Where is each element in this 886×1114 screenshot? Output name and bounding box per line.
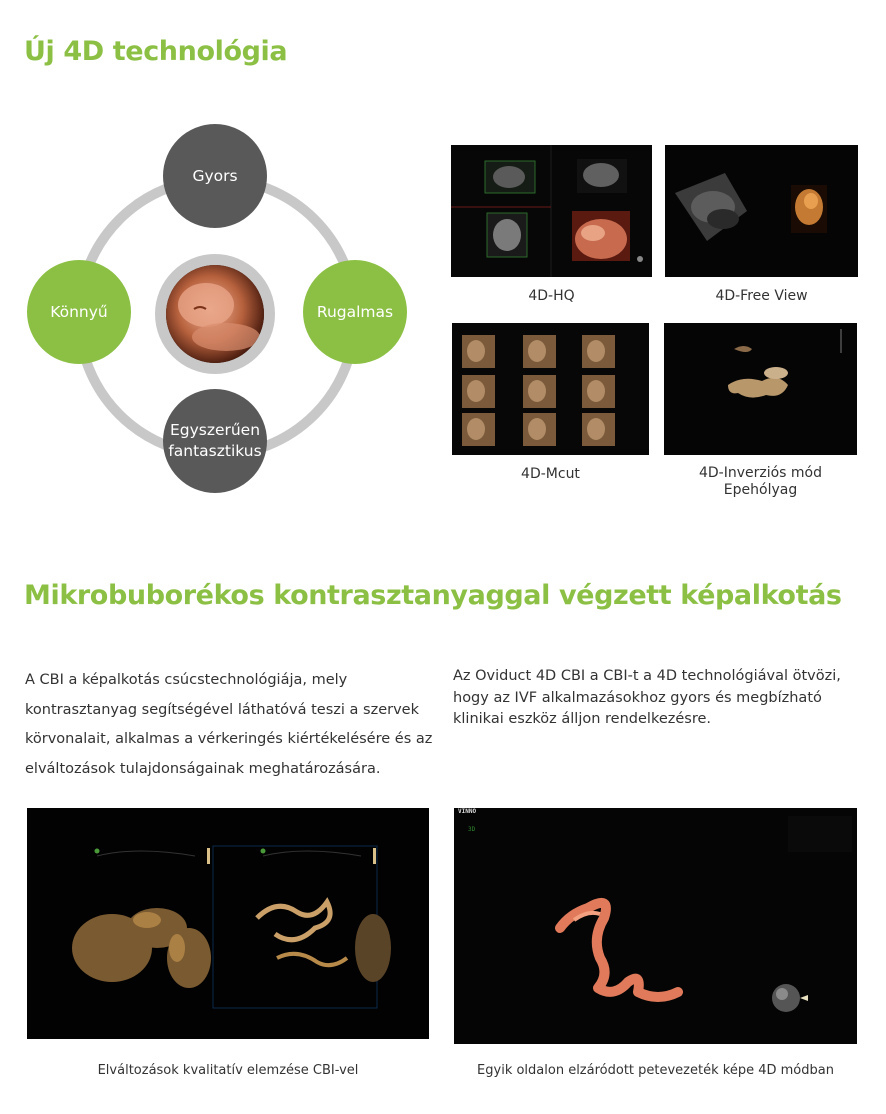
image-4d-mcut	[452, 323, 649, 455]
caption-4d-inversion-line1: 4D-Inverziós mód	[698, 465, 823, 481]
paragraph-line: elváltozások tulajdonságainak meghatározására.	[25, 760, 381, 777]
paragraph-cbi-description	[25, 666, 432, 784]
paragraph-line: A CBI a képalkotás csúcstechnológiája, mely	[25, 672, 348, 688]
caption-4d-hq: 4D-HQ	[528, 288, 575, 304]
paragraph-line: körvonalait, alkalmas a vérkeringés kiértékelésére és az	[25, 731, 433, 747]
paragraph-oviduct-description	[453, 666, 841, 731]
diagram-node-top-label: Gyors	[192, 166, 238, 185]
section-title-4d: Új 4D technológia	[24, 36, 288, 67]
diagram-center-fetus-image	[166, 265, 264, 363]
caption-4d-inversion	[664, 465, 857, 499]
vinno-logo: VINNO	[458, 808, 477, 815]
paragraph-line: hogy az IVF alkalmazásokhoz gyors és megbízható	[453, 689, 822, 706]
image-oviduct-4d	[454, 808, 857, 1044]
paragraph-line: klinikai eszköz álljon rendelkezésre.	[453, 711, 712, 727]
image-4d-hq	[451, 145, 652, 277]
diagram-node-bottom-line2: fantasztikus	[168, 442, 262, 460]
paragraph-line: Az Oviduct 4D CBI a CBI-t a 4D technológiával ötvözi,	[453, 668, 841, 684]
diagram-node-right-label: Rugalmas	[316, 302, 394, 321]
caption-4d-mcut: 4D-Mcut	[521, 466, 580, 482]
paragraph-line: kontrasztanyag segítségével láthatóvá teszi a szervek	[25, 701, 419, 718]
mode-label-3d: 3D	[468, 826, 476, 833]
diagram-node-bottom	[163, 389, 267, 493]
diagram-node-bottom-label	[168, 420, 261, 462]
diagram-node-bottom-line1: Egyszerűen	[169, 421, 261, 439]
image-4d-inversion-gallbladder	[664, 323, 857, 455]
diagram-node-left-label: Könnyű	[50, 302, 108, 321]
section-title-cbi: Mikrobuborékos kontrasztanyaggal végzett képalkotás	[24, 580, 842, 611]
image-cbi-lesion-analysis	[27, 808, 429, 1039]
diagram-node-left	[27, 260, 131, 364]
diagram-node-right	[303, 260, 407, 364]
image-4d-free-view	[665, 145, 858, 277]
caption-4d-free-view: 4D-Free View	[715, 288, 808, 304]
diagram-node-top	[163, 124, 267, 228]
caption-4d-inversion-line2: Epehólyag	[723, 482, 798, 498]
caption-oviduct-4d: Egyik oldalon elzáródott petevezeték képe 4D módban	[477, 1063, 834, 1078]
caption-cbi-lesion: Elváltozások kvalitatív elemzése CBI-vel	[97, 1063, 359, 1078]
